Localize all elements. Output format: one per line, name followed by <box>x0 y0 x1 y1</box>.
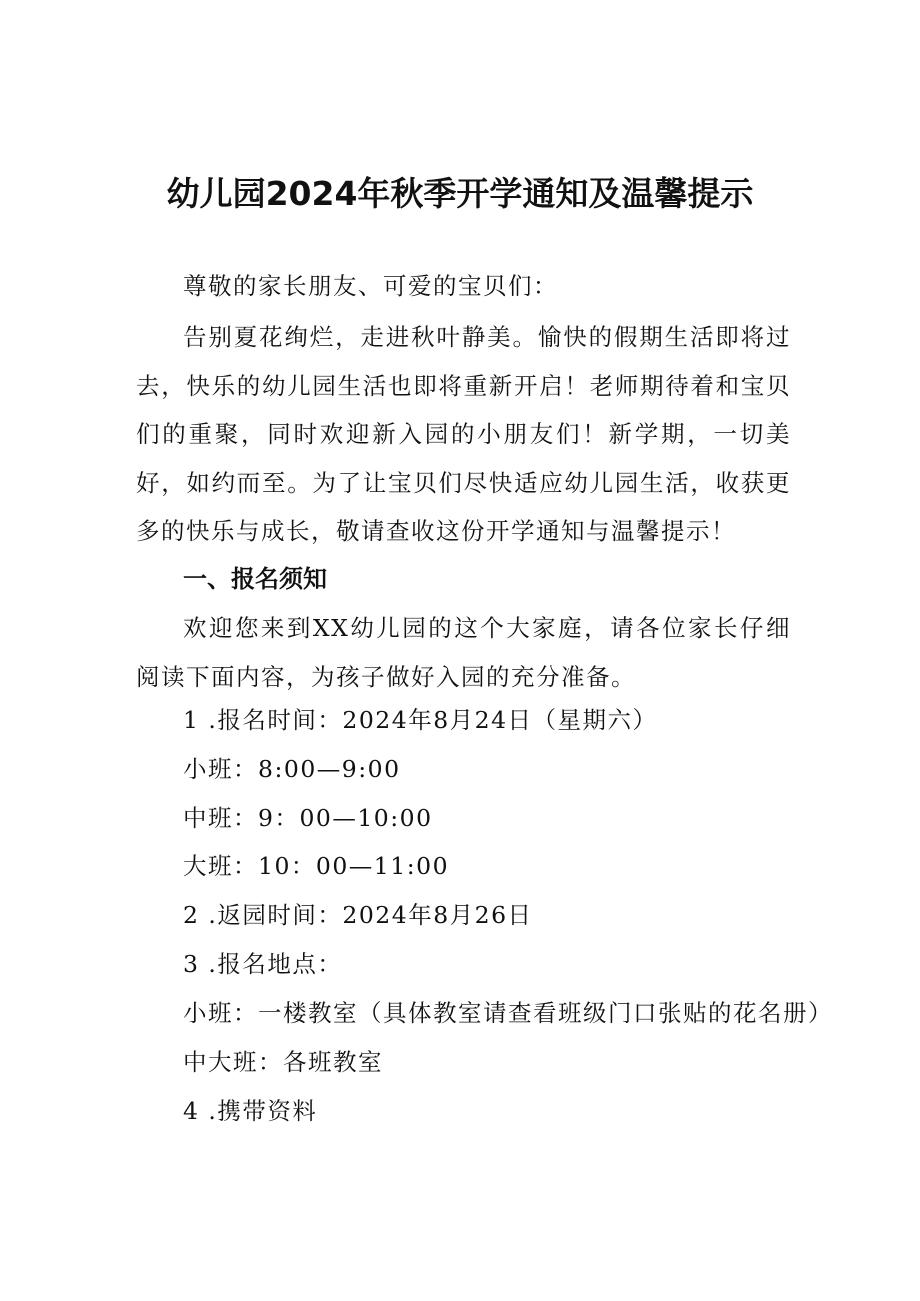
intro-paragraph: 告别夏花绚烂，走进秋叶静美。愉快的假期生活即将过去，快乐的幼儿园生活也即将重新开启！老师期待着和宝贝们的重聚，同时欢迎新入园的小朋友们！新学期，一切美好，如约而至。为了让宝贝们尽快适应幼儿园生活，收获更多的快乐与成长，敬请查收这份开学通知与温馨提示！ <box>136 323 791 545</box>
list-item: 大班：10：00—11:00 <box>183 852 450 880</box>
registration-paragraph: 欢迎您来到XX幼儿园的这个大家庭，请各位家长仔细阅读下面内容，为孩子做好入园的充分准备。 <box>136 614 791 691</box>
list-item: 中班：9：00—10:00 <box>183 804 433 832</box>
list-item: 小班：一楼教室（具体教室请查看班级门口张贴的花名册） <box>183 999 833 1027</box>
section-heading-registration: 一、报名须知 <box>183 565 327 593</box>
list-item: 4 .携带资料 <box>183 1097 318 1125</box>
list-item: 中大班：各班教室 <box>183 1048 383 1076</box>
list-item: 小班：8:00—9:00 <box>183 755 401 783</box>
list-item: 1 .报名时间：2024年8月24日（星期六） <box>183 706 658 734</box>
greeting: 尊敬的家长朋友、可爱的宝贝们： <box>183 272 558 300</box>
document-title: 幼儿园2024年秋季开学通知及温馨提示 <box>166 174 754 213</box>
list-item: 2 .返园时间：2024年8月26日 <box>183 901 533 929</box>
list-item: 3 .报名地点： <box>183 950 343 978</box>
